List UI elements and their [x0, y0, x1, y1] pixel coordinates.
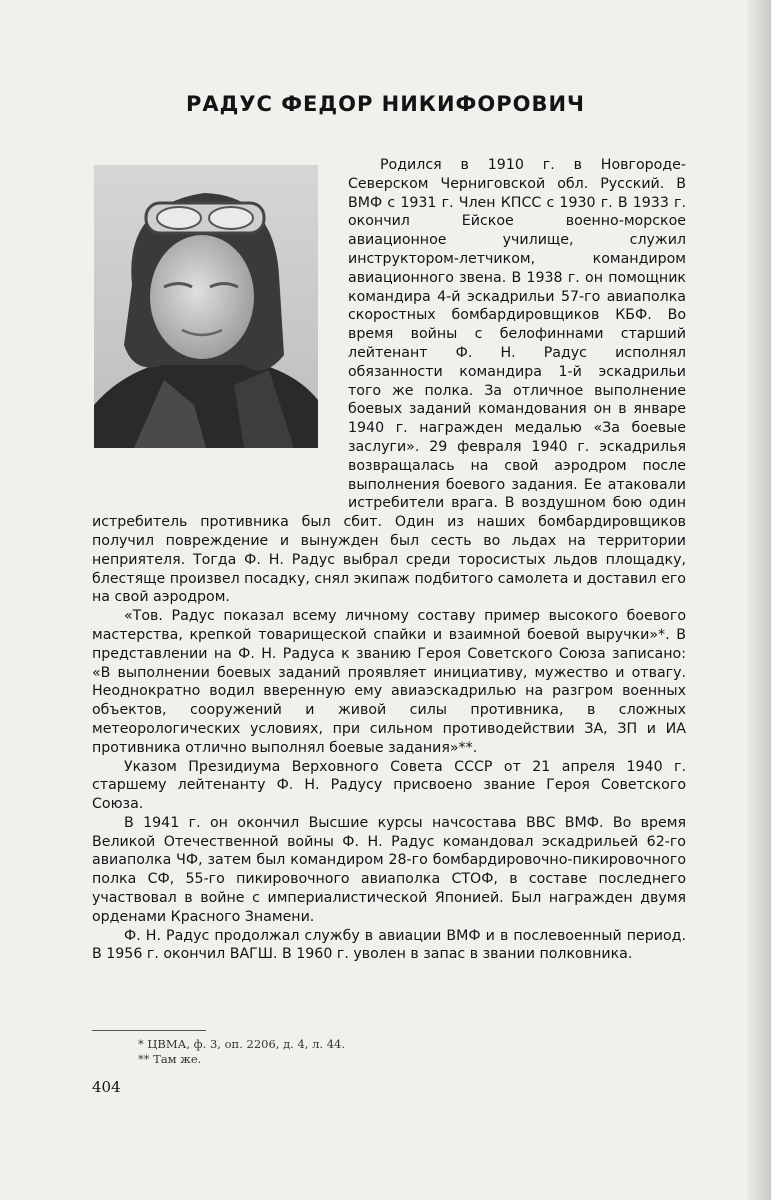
biography-text	[92, 156, 686, 964]
page-edge	[747, 0, 771, 1200]
footnote-1: * ЦВМА, ф. 3, оп. 2206, д. 4, л. 44.	[138, 1037, 346, 1051]
page-number: 404	[92, 1078, 121, 1096]
paragraph-4: В 1941 г. он окончил Высшие курсы начсостава ВВС ВМФ. Во время Великой Отечественной войны Ф. Н. Радус командовал эскадрильей 62-го авиаполка ЧФ, затем был командиром 28-го бомбардировочно-пикировочного полка СФ, 55-го пикировочного авиаполка СТОФ, в составе последнего участвовал в войне с империалистической Японией. Был награжден двумя орденами Красного Знамени.	[92, 814, 686, 925]
paragraph-1: Родился в 1910 г. в Новгороде-Северском Черниговской обл. Русский. В ВМФ с 1931 г. Член КПСС с 1930 г. В 1933 г. окончил Ейское военно-морское авиационное училище, служил инструктором-летчиком, командиром авиационного звена. В 1938 г. он помощник командира 4-й эскадрильи 57-го авиаполка скоростных бомбардировщиков КБФ. Во время войны с белофиннами старший лейтенант Ф. Н. Радус исполнял обязанности командира 1-й эскадрильи того же полка. За отличное выполнение боевых заданий командования он в январе 1940 г. награжден медалью «За боевые заслуги». 29 февраля 1940 г. эскадрилья возвращалась на свой аэродром после выполнения боевого задания. Ее атаковали истребители врага. В воздушном бою один истребитель противника был сбит. Один из наших бомбардировщиков получил повреждение и вынужден был сесть во льдах на территории неприятеля. Тогда Ф. Н. Радус выбрал среди торосистых льдов площадку, блестяще произвел посадку, снял экипаж подбитого самолета и доставил его на свой аэродром.	[92, 157, 686, 606]
photo-float-space	[92, 156, 348, 498]
paragraph-2: «Тов. Радус показал всему личному составу пример высокого боевого мастерства, крепкой товарищеской спайки и взаимной боевой выручки»*. В представлении на Ф. Н. Радуса к званию Героя Советского Союза записано: «В выполнении боевых заданий проявляет инициативу, мужество и отвагу. Неоднократно водил вверенную ему авиаэскадрилью на разгром военных объектов, сооружений и живой силы противника, в сложных метеорологических условиях, при сильном противодействии ЗА, ЗП и ИА противника отлично выполнял боевые задания»**.	[92, 608, 686, 756]
page-title: РАДУС ФЕДОР НИКИФОРОВИЧ	[185, 92, 586, 116]
footnotes	[138, 1037, 345, 1067]
paragraph-3: Указом Президиума Верховного Совета СССР от 21 апреля 1940 г. старшему лейтенанту Ф. Н. Радусу присвоено звание Героя Советского Союза.	[92, 758, 686, 813]
paragraph-5: Ф. Н. Радус продолжал службу в авиации ВМФ и в послевоенный период. В 1956 г. окончил ВАГШ. В 1960 г. уволен в запас в звании полковника.	[92, 927, 686, 963]
footnote-rule	[92, 1030, 206, 1031]
footnote-2: ** Там же.	[138, 1052, 202, 1066]
